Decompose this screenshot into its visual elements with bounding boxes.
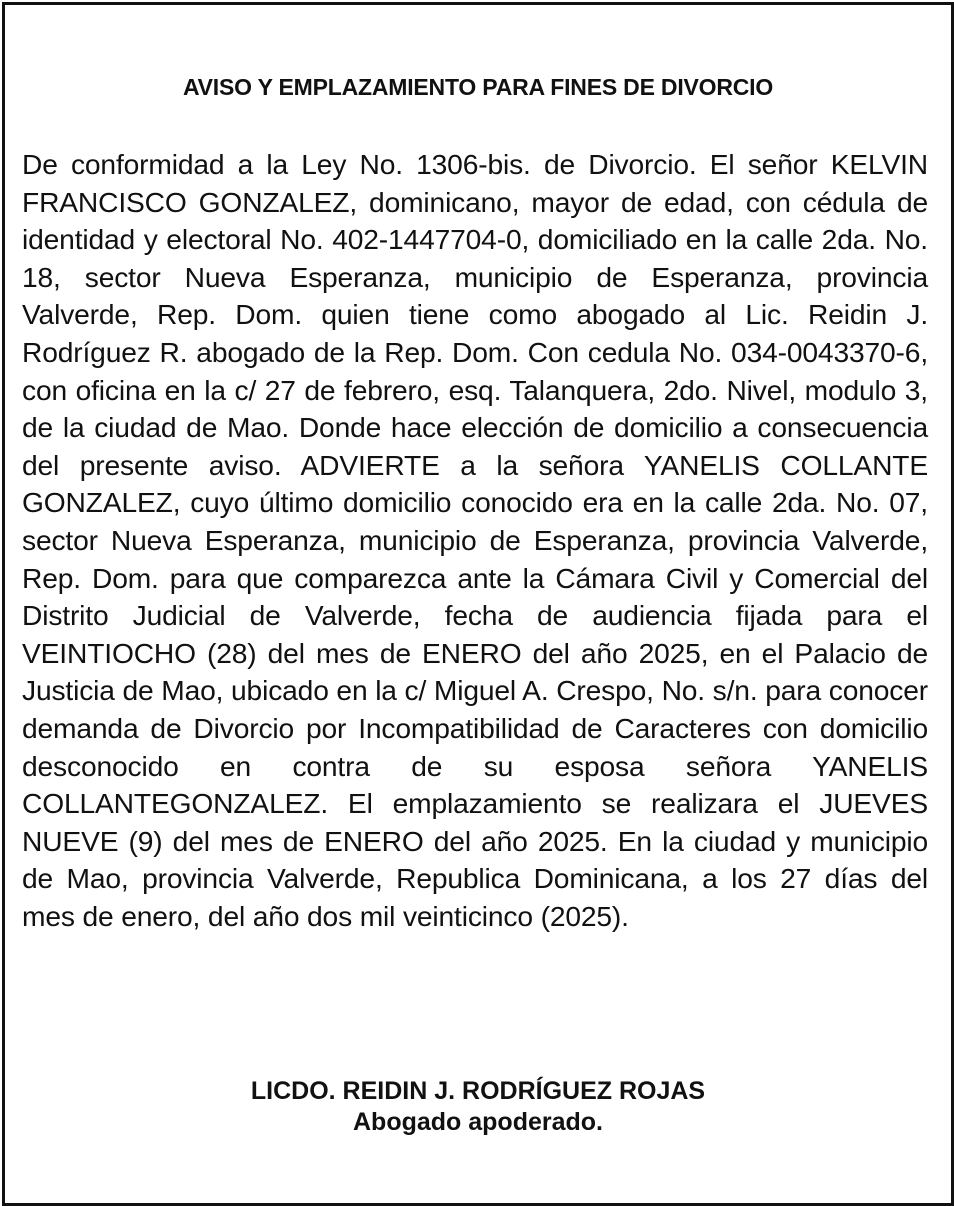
notice-border: [2, 2, 954, 1206]
signature-block: [5, 1076, 951, 1138]
signature-role: Abogado apoderado.: [353, 1108, 603, 1136]
signature-name: LICDO. REIDIN J. RODRÍGUEZ ROJAS: [250, 1077, 706, 1105]
notice-title: AVISO Y EMPLAZAMIENTO PARA FINES DE DIVORCIO: [182, 74, 774, 100]
notice-body: De conformidad a la Ley No. 1306-bis. de Divorcio. El señor KELVIN FRANCISCO GONZALEZ, dominicano, mayor de edad, con cédula de identidad y electoral No. 402-1447704-0, domiciliado en la calle 2da. No. 18, sector Nueva Esperanza, municipio de Esperanza, provincia Valverde, Rep. Dom. quien tiene como abogado al Lic. Reidin J. Rodríguez R. abogado de la Rep. Dom. Con cedula No. 034-0043370-6, con oficina en la c/ 27 de febrero, esq. Talanquera, 2do. Nivel, modulo 3, de la ciudad de Mao. Donde hace elección de domicilio a consecuencia del presente aviso. ADVIERTE a la señora YANELIS COLLANTE GONZALEZ, cuyo último domicilio conocido era en la calle 2da. No. 07, sector Nueva Esperanza, municipio de Esperanza, provincia Valverde, Rep. Dom. para que comparezca ante la Cámara Civil y Comercial del Distrito Judicial de Valverde, fecha de audiencia fijada para el VEINTIOCHO (28) del mes de ENERO del año 2025, en el Palacio de Justicia de Mao, ubicado en la c/ Miguel A. Crespo, No. s/n. para conocer demanda de Divorcio por Incompatibilidad de Caracteres con domicilio desconocido en contra de su esposa señora YANELIS COLLANTEGONZALEZ. El emplazamiento se realizara el JUEVES NUEVE (9) del mes de ENERO del año 2025. En la ciudad y municipio de Mao, provincia Valverde, Republica Dominicana, a los 27 días del mes de enero, del año dos mil veinticinco (2025).: [22, 148, 928, 932]
